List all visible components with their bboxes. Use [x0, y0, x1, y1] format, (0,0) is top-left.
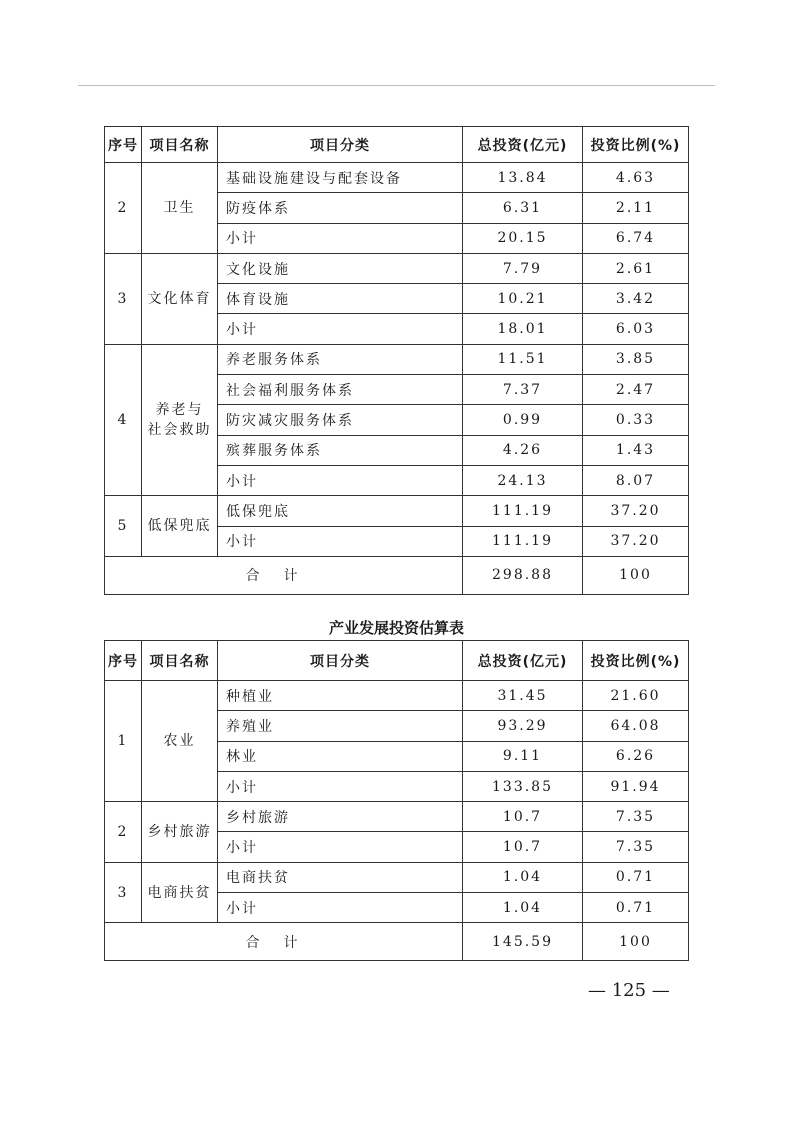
investment-cell: 9.11 [463, 741, 583, 771]
row-number: 2 [105, 163, 142, 254]
investment-cell: 24.13 [463, 465, 583, 495]
table-row [105, 802, 689, 832]
row-number: 3 [105, 862, 142, 923]
investment-cell: 4.26 [463, 435, 583, 465]
header-category: 项目分类 [218, 641, 463, 681]
investment-cell: 1.04 [463, 893, 583, 923]
ratio-cell: 8.07 [583, 465, 689, 495]
investment-cell: 31.45 [463, 681, 583, 711]
investment-cell: 10.21 [463, 284, 583, 314]
row-number: 5 [105, 496, 142, 557]
ratio-cell: 2.61 [583, 253, 689, 283]
header-ratio: 投资比例(%) [583, 127, 689, 163]
table-1 [104, 126, 689, 595]
category-cell: 乡村旅游 [218, 802, 463, 832]
total-label: 合计 [105, 556, 463, 594]
row-number: 2 [105, 802, 142, 863]
category-cell: 小计 [218, 832, 463, 862]
header-investment: 总投资(亿元) [463, 127, 583, 163]
category-cell: 小计 [218, 465, 463, 495]
category-cell: 小计 [218, 771, 463, 801]
investment-cell: 93.29 [463, 711, 583, 741]
ratio-cell: 64.08 [583, 711, 689, 741]
project-name: 电商扶贫 [142, 862, 218, 923]
category-cell: 低保兜底 [218, 496, 463, 526]
table-row [105, 253, 689, 283]
ratio-cell: 2.11 [583, 193, 689, 223]
project-name: 农业 [142, 681, 218, 802]
ratio-cell: 37.20 [583, 526, 689, 556]
row-number: 3 [105, 253, 142, 344]
ratio-cell: 3.42 [583, 284, 689, 314]
total-row [105, 556, 689, 594]
ratio-cell: 91.94 [583, 771, 689, 801]
category-cell: 小计 [218, 223, 463, 253]
total-investment: 298.88 [463, 556, 583, 594]
category-cell: 防疫体系 [218, 193, 463, 223]
category-cell: 小计 [218, 526, 463, 556]
row-number: 1 [105, 681, 142, 802]
ratio-cell: 37.20 [583, 496, 689, 526]
total-ratio: 100 [583, 556, 689, 594]
ratio-cell: 0.33 [583, 405, 689, 435]
ratio-cell: 6.03 [583, 314, 689, 344]
investment-cell: 18.01 [463, 314, 583, 344]
header-no: 序号 [105, 641, 142, 681]
table-row [105, 862, 689, 892]
investment-cell: 13.84 [463, 163, 583, 193]
category-cell: 社会福利服务体系 [218, 375, 463, 405]
ratio-cell: 7.35 [583, 802, 689, 832]
ratio-cell: 2.47 [583, 375, 689, 405]
row-number: 4 [105, 344, 142, 495]
category-cell: 小计 [218, 314, 463, 344]
ratio-cell: 7.35 [583, 832, 689, 862]
table-row [105, 163, 689, 193]
total-row [105, 923, 689, 961]
category-cell: 养老服务体系 [218, 344, 463, 374]
header-ratio: 投资比例(%) [583, 641, 689, 681]
category-cell: 殡葬服务体系 [218, 435, 463, 465]
table-row [105, 344, 689, 374]
ratio-cell: 4.63 [583, 163, 689, 193]
table-row [105, 681, 689, 711]
investment-cell: 20.15 [463, 223, 583, 253]
total-ratio: 100 [583, 923, 689, 961]
category-cell: 养殖业 [218, 711, 463, 741]
investment-cell: 7.79 [463, 253, 583, 283]
investment-cell: 6.31 [463, 193, 583, 223]
project-name: 文化体育 [142, 253, 218, 344]
project-name: 卫生 [142, 163, 218, 254]
category-cell: 体育设施 [218, 284, 463, 314]
project-name: 养老与 社会救助 [142, 344, 218, 495]
project-name: 乡村旅游 [142, 802, 218, 863]
header-category: 项目分类 [218, 127, 463, 163]
table-row [105, 496, 689, 526]
category-cell: 文化设施 [218, 253, 463, 283]
category-cell: 电商扶贫 [218, 862, 463, 892]
total-investment: 145.59 [463, 923, 583, 961]
ratio-cell: 0.71 [583, 862, 689, 892]
investment-cell: 111.19 [463, 526, 583, 556]
ratio-cell: 3.85 [583, 344, 689, 374]
table-2-title: 产业发展投资估算表 [328, 619, 464, 637]
header-investment: 总投资(亿元) [463, 641, 583, 681]
investment-cell: 7.37 [463, 375, 583, 405]
project-name: 低保兜底 [142, 496, 218, 557]
header-rule [78, 85, 715, 86]
table-header-row [105, 641, 689, 681]
page-number: — 125 — [588, 980, 670, 1001]
investment-cell: 10.7 [463, 832, 583, 862]
category-cell: 防灾减灾服务体系 [218, 405, 463, 435]
header-no: 序号 [105, 127, 142, 163]
header-name: 项目名称 [142, 127, 218, 163]
category-cell: 林业 [218, 741, 463, 771]
investment-cell: 1.04 [463, 862, 583, 892]
ratio-cell: 6.74 [583, 223, 689, 253]
ratio-cell: 6.26 [583, 741, 689, 771]
investment-cell: 133.85 [463, 771, 583, 801]
category-cell: 基础设施建设与配套设备 [218, 163, 463, 193]
header-name: 项目名称 [142, 641, 218, 681]
ratio-cell: 0.71 [583, 893, 689, 923]
investment-cell: 11.51 [463, 344, 583, 374]
investment-cell: 0.99 [463, 405, 583, 435]
investment-cell: 10.7 [463, 802, 583, 832]
ratio-cell: 21.60 [583, 681, 689, 711]
table-header-row [105, 127, 689, 163]
investment-cell: 111.19 [463, 496, 583, 526]
category-cell: 种植业 [218, 681, 463, 711]
table-2 [104, 640, 689, 961]
total-label: 合计 [105, 923, 463, 961]
ratio-cell: 1.43 [583, 435, 689, 465]
category-cell: 小计 [218, 893, 463, 923]
